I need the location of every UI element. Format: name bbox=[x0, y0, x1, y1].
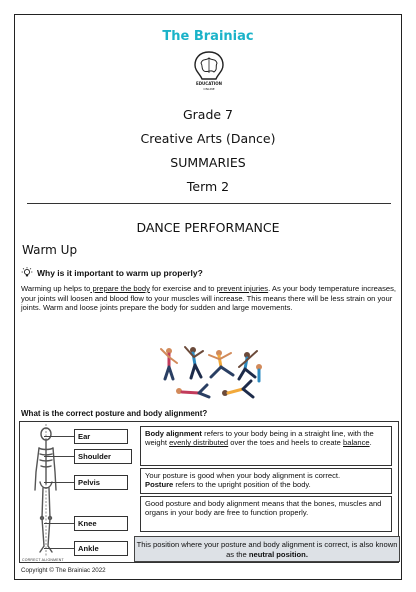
label-shoulder: Shoulder bbox=[74, 449, 132, 464]
logo-text-online: ONLINE bbox=[203, 87, 215, 91]
body-alignment-info: Body alignment refers to your body being in a straight line, with the weight evenly distributed over the toes and heels to create balance. bbox=[140, 426, 392, 466]
subject-heading: Creative Arts (Dance) bbox=[140, 131, 276, 146]
ankle-leader-line bbox=[44, 548, 76, 549]
section-subtitle: Warm Up bbox=[22, 243, 78, 257]
grade-heading: Grade 7 bbox=[182, 107, 234, 122]
lightbulb-icon bbox=[21, 267, 33, 279]
section-title: DANCE PERFORMANCE bbox=[136, 220, 280, 235]
stretching-figures-illustration bbox=[155, 345, 267, 403]
neutral-position-note: This position where your posture and body alignment is correct, is also known as the neutral position. bbox=[134, 536, 400, 562]
copyright: Copyright © The Brainiac 2022 bbox=[21, 567, 106, 574]
label-knee: Knee bbox=[74, 516, 128, 531]
pelvis-leader-line bbox=[44, 482, 76, 483]
warm-up-paragraph: Warming up helps to prepare the body for exercise and to prevent injuries. As your body temperature increases, your joints will loosen and blood flow to your muscles will increase. This means there will be less strain on your joints. Warm and loose joints prepare the body for sudden and large movements. bbox=[21, 284, 397, 313]
posture-alignment-box bbox=[19, 421, 399, 563]
label-pelvis: Pelvis bbox=[74, 475, 128, 490]
lightbulb-brain-logo-icon bbox=[191, 49, 227, 97]
ear-leader-line bbox=[44, 436, 76, 437]
shoulder-leader-line bbox=[44, 456, 76, 457]
knee-leader-line bbox=[44, 523, 76, 524]
brand-name: The Brainiac bbox=[162, 29, 254, 44]
doctype-heading: SUMMARIES bbox=[170, 155, 246, 170]
skeleton-alignment-icon bbox=[24, 424, 64, 556]
question-warm-up: Why is it important to warm up properly? bbox=[37, 268, 203, 278]
divider bbox=[27, 203, 391, 204]
posture-info: Your posture is good when your body alignment is correct. Posture refers to the upright position of the body. bbox=[140, 468, 392, 494]
good-posture-info: Good posture and body alignment means that the bones, muscles and organs in your body are free to function properly. bbox=[140, 496, 392, 532]
label-ankle: Ankle bbox=[74, 541, 128, 556]
document-page bbox=[14, 14, 402, 580]
skeleton-caption: CORRECT ALIGNMENT bbox=[22, 558, 64, 562]
term-heading: Term 2 bbox=[186, 179, 230, 194]
logo-text-education: EDUCATION bbox=[196, 81, 222, 86]
question-posture: What is the correct posture and body alignment? bbox=[21, 409, 208, 418]
label-ear: Ear bbox=[74, 429, 128, 444]
question-row bbox=[21, 267, 203, 279]
